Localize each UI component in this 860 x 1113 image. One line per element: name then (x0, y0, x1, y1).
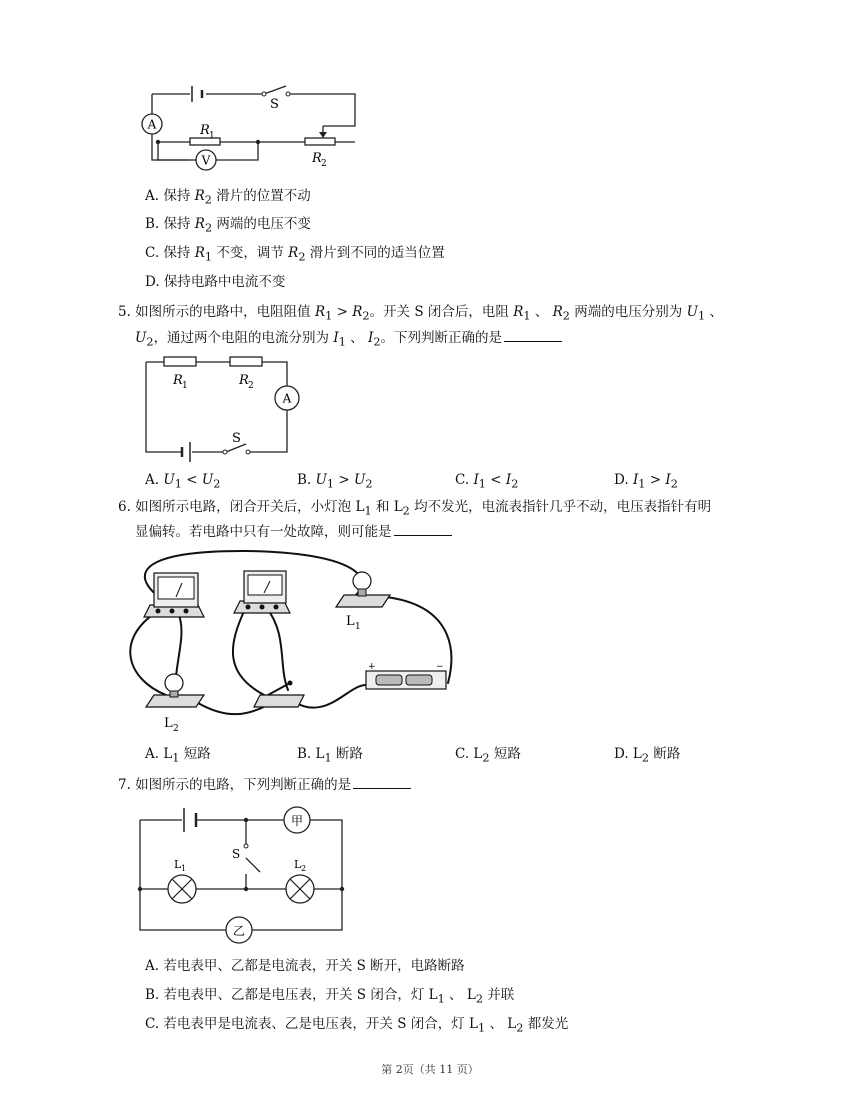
r2-label: R (312, 151, 322, 166)
l2-label: L (294, 858, 302, 871)
switch-label: S (270, 97, 279, 112)
circuit-diagram-q4 (140, 82, 370, 182)
q5-option-a[interactable]: A. $U_1 < U_2$ (145, 472, 221, 491)
answer-blank[interactable] (504, 329, 562, 342)
battery-photo (366, 662, 446, 689)
svg-text:−: − (436, 662, 444, 672)
q6-stem-line1: 6. 如图所示电路，闭合开关后，小灯泡 $L_1$ 和 $L_2$ 均不发光，电流表指针几乎不动，电压表指针有明 (118, 499, 712, 518)
r1-label: R (173, 373, 183, 388)
q5-option-b[interactable]: B. $U_1 > U_2$ (297, 472, 373, 491)
svg-text:1: 1 (355, 622, 361, 632)
q7-stem: 7. 如图所示的电路，下列判断正确的是 (118, 775, 411, 795)
q4-option-b[interactable]: B. 保持 $R_2$ 两端的电压不变 (145, 216, 311, 235)
switch-label: S (232, 847, 241, 861)
ammeter-label: A (147, 117, 157, 132)
switch-label: S (232, 431, 241, 446)
q6-option-b[interactable]: B. $L_1$ 断路 (297, 746, 363, 765)
ammeter-label: A (282, 391, 292, 406)
page-footer: 第 2页（共 11 页） (381, 1063, 479, 1076)
meter-2 (234, 571, 290, 613)
q6-option-c[interactable]: C. $L_2$ 短路 (455, 746, 521, 765)
meter-1 (144, 573, 204, 617)
r2-label: R (239, 373, 249, 388)
q5-stem-line1: 5. 如图所示的电路中，电阻阻值 $R_1 > R_2$。开关 S 闭合后，电阻 $R_1$ 、 $R_2$ 两端的电压分别为 $U_1$ 、 (118, 304, 723, 323)
lamp-l1-symbol (168, 875, 196, 903)
lamp-l2-symbol (286, 875, 314, 903)
q4-option-a[interactable]: A. 保持 $R_2$ 滑片的位置不动 (145, 188, 311, 207)
q6-stem-line2: 显偏转。若电路中只有一处故障，则可能是 (135, 522, 452, 542)
circuit-diagram-q7 (134, 800, 349, 948)
l1-label: L (174, 858, 182, 871)
voltmeter-label: V (201, 153, 211, 168)
q5-option-c[interactable]: C. $I_1 < I_2$ (455, 472, 519, 491)
q5-option-d[interactable]: D. $I_1 > I_2$ (614, 472, 678, 491)
svg-text:1: 1 (182, 381, 188, 391)
r1-label: R (200, 123, 210, 138)
circuit-diagram-q5 (140, 352, 310, 467)
svg-text:2: 2 (248, 381, 254, 391)
svg-text:+: + (368, 662, 376, 672)
svg-text:2: 2 (173, 724, 179, 734)
lamp-l1 (336, 572, 390, 607)
r2-sub: 2 (321, 159, 327, 169)
circuit-photo-q6 (128, 545, 458, 740)
q6-option-d[interactable]: D. $L_2$ 断路 (614, 746, 681, 765)
q4-option-d[interactable]: D. 保持电路中电流不变 (145, 274, 286, 290)
meter-jia-label: 甲 (290, 814, 304, 828)
l1-label: L (346, 614, 355, 629)
q7-option-a[interactable]: A. 若电表甲、乙都是电流表，开关 S 断开，电路断路 (145, 958, 465, 974)
q7-option-b[interactable]: B. 若电表甲、乙都是电压表，开关 S 闭合，灯 $L_1$ 、 $L_2$ 并联 (145, 987, 515, 1006)
q6-option-a[interactable]: A. $L_1$ 短路 (145, 746, 211, 765)
svg-text:1: 1 (181, 864, 187, 873)
q5-stem-line2: $U_2$，通过两个电阻的电流分别为 $I_1$ 、 $I_2$。下列判断正确的是 (135, 328, 562, 353)
q7-option-c[interactable]: C. 若电表甲是电流表、乙是电压表，开关 S 闭合，灯 $L_1$ 、 $L_2$ 都发光 (145, 1016, 569, 1035)
r1-sub: 1 (209, 131, 215, 141)
svg-text:2: 2 (301, 864, 307, 873)
answer-blank[interactable] (394, 523, 452, 536)
l2-label: L (164, 716, 173, 731)
q4-option-c[interactable]: C. 保持 $R_1$ 不变，调节 $R_2$ 滑片到不同的适当位置 (145, 245, 445, 264)
meter-yi-label: 乙 (232, 924, 246, 938)
answer-blank[interactable] (353, 776, 411, 789)
